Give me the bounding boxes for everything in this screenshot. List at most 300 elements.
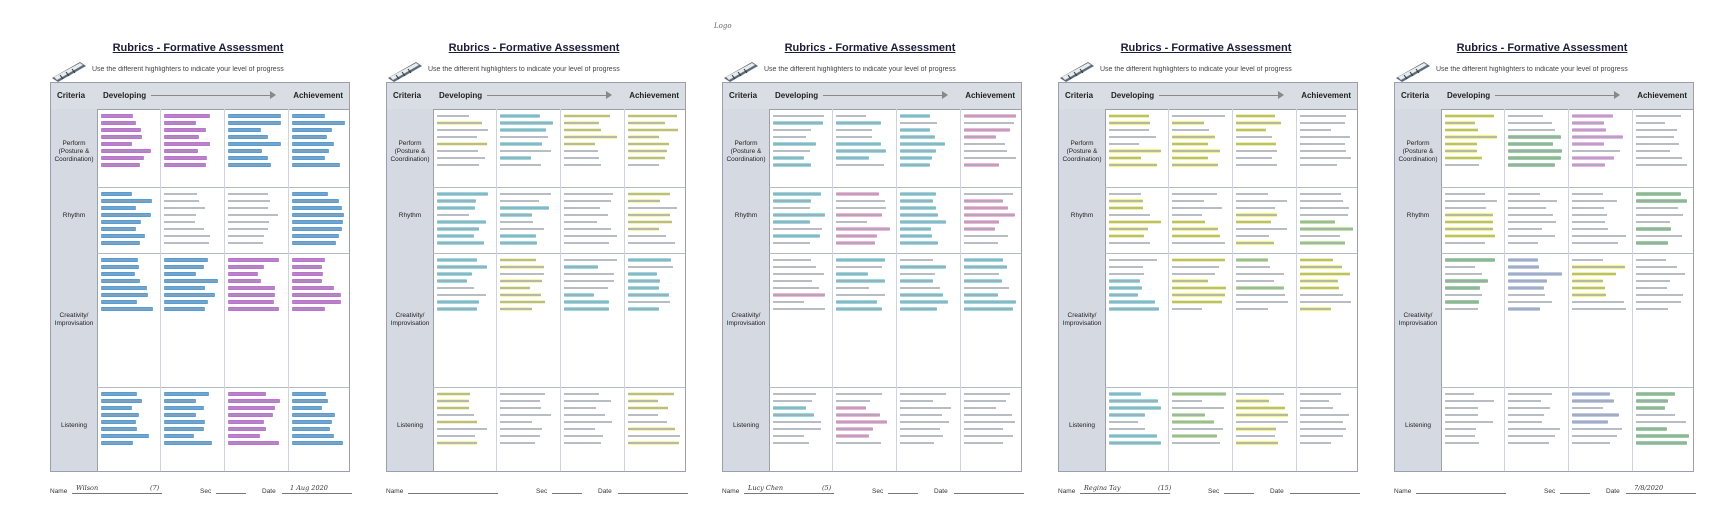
text-line	[437, 400, 469, 402]
text-line	[164, 150, 198, 152]
text-line	[564, 428, 595, 430]
text-line	[101, 407, 132, 409]
text-line	[628, 157, 665, 159]
text-line	[101, 207, 136, 209]
text-line	[500, 214, 532, 216]
text-line	[773, 259, 811, 261]
text-line	[628, 129, 678, 131]
row-divider	[769, 387, 1021, 388]
text-line	[1508, 150, 1562, 152]
text-line	[1445, 421, 1493, 423]
text-line	[1572, 129, 1606, 131]
text-line	[228, 200, 270, 202]
text-line	[964, 157, 1016, 159]
text-line	[500, 407, 541, 409]
text-line	[1572, 294, 1606, 296]
text-line	[1572, 442, 1610, 444]
text-line	[164, 308, 205, 310]
header-criteria: Criteria	[393, 91, 422, 100]
text-line	[1109, 301, 1155, 303]
text-line	[1300, 228, 1353, 230]
text-line	[1109, 207, 1143, 209]
text-line	[1445, 407, 1478, 409]
text-line	[1572, 308, 1626, 310]
text-line	[164, 393, 209, 395]
text-line	[900, 393, 946, 395]
table-header	[723, 83, 1021, 110]
text-line	[1636, 435, 1689, 437]
text-line	[1300, 294, 1343, 296]
text-line	[1300, 435, 1343, 437]
text-line	[1636, 414, 1675, 416]
text-line	[437, 242, 484, 244]
text-line	[1236, 115, 1275, 117]
text-line	[1109, 129, 1149, 131]
sheet-footer	[722, 484, 1022, 498]
text-line	[101, 287, 147, 289]
text-line	[228, 235, 264, 237]
text-line	[500, 308, 532, 310]
date-underline	[954, 493, 1024, 494]
text-line	[900, 207, 936, 209]
text-line	[101, 414, 139, 416]
text-line	[1172, 435, 1217, 437]
text-line	[900, 122, 937, 124]
header-developing: Developing	[1111, 91, 1155, 100]
text-line	[437, 193, 488, 195]
date-underline	[282, 493, 352, 494]
text-line	[1300, 221, 1335, 223]
text-line	[437, 308, 477, 310]
text-line	[773, 221, 810, 223]
text-line	[292, 287, 334, 289]
text-line	[1109, 193, 1141, 195]
text-line	[628, 442, 679, 444]
text-line	[964, 242, 998, 244]
text-line	[1445, 235, 1495, 237]
name-underline	[72, 493, 162, 494]
text-line	[1636, 273, 1685, 275]
text-line	[836, 129, 872, 131]
date-label: Date	[598, 488, 612, 495]
text-line	[1172, 266, 1219, 268]
text-line	[964, 400, 1006, 402]
text-line	[900, 164, 930, 166]
criteria-label: Creativity/ Improvisation	[390, 312, 430, 327]
text-line	[1445, 214, 1493, 216]
text-line	[500, 143, 542, 145]
text-line	[164, 122, 196, 124]
class-underline	[216, 493, 246, 494]
text-line	[1508, 407, 1550, 409]
text-line	[164, 214, 196, 216]
text-line	[1572, 164, 1605, 166]
text-line	[101, 428, 137, 430]
column-divider	[560, 109, 561, 471]
text-line	[500, 393, 545, 395]
text-line	[773, 200, 811, 202]
text-line	[1636, 136, 1674, 138]
text-line	[1636, 266, 1677, 268]
text-line	[964, 414, 1012, 416]
text-line	[228, 308, 279, 310]
rubric-sheet	[40, 14, 356, 508]
text-line	[437, 428, 487, 430]
criteria-label: Perform (Posture & Coordination)	[726, 140, 766, 163]
text-line	[1508, 235, 1555, 237]
progress-arrow-icon	[487, 95, 607, 96]
text-line	[836, 115, 866, 117]
text-line	[228, 400, 280, 402]
criteria-label: Listening	[1404, 422, 1432, 429]
text-line	[101, 129, 141, 131]
text-line	[101, 442, 133, 444]
rubric-sheet	[1384, 14, 1700, 508]
piano-logo-icon	[1058, 58, 1096, 84]
text-line	[964, 143, 1005, 145]
text-line	[228, 164, 271, 166]
text-line	[228, 193, 268, 195]
text-line	[1445, 157, 1482, 159]
text-line	[1508, 200, 1557, 202]
text-line	[1572, 280, 1603, 282]
text-line	[1172, 414, 1205, 416]
text-line	[773, 435, 804, 437]
text-line	[1300, 122, 1345, 124]
text-line	[1445, 207, 1486, 209]
text-line	[1109, 228, 1148, 230]
row-divider	[1441, 253, 1693, 254]
table-header	[1059, 83, 1357, 110]
text-line	[437, 393, 470, 395]
text-line	[500, 442, 535, 444]
row-divider	[1105, 187, 1357, 188]
text-line	[228, 214, 278, 216]
text-line	[1236, 228, 1287, 230]
criteria-label: Creativity/ Improvisation	[1398, 312, 1438, 327]
criteria-label: Creativity/ Improvisation	[1062, 312, 1102, 327]
text-line	[437, 266, 487, 268]
row-divider	[769, 253, 1021, 254]
text-line	[1572, 259, 1603, 261]
text-line	[500, 273, 544, 275]
column-divider	[832, 109, 833, 471]
column-divider	[1232, 109, 1233, 471]
text-line	[628, 400, 658, 402]
text-line	[1636, 393, 1675, 395]
text-line	[437, 414, 474, 416]
text-line	[836, 421, 887, 423]
text-line	[1445, 221, 1493, 223]
text-line	[101, 200, 152, 202]
text-line	[836, 193, 879, 195]
text-line	[1236, 266, 1270, 268]
text-line	[164, 266, 204, 268]
text-line	[1445, 435, 1475, 437]
progress-arrow-icon	[1495, 95, 1615, 96]
text-line	[500, 294, 541, 296]
text-line	[900, 273, 935, 275]
text-line	[437, 442, 477, 444]
text-line	[1636, 259, 1666, 261]
column-divider	[1632, 109, 1633, 471]
text-line	[1508, 136, 1561, 138]
text-line	[1109, 428, 1145, 430]
text-line	[1300, 164, 1337, 166]
text-line	[836, 287, 869, 289]
text-line	[900, 301, 948, 303]
text-line	[964, 150, 1007, 152]
date-value: 1 Aug 2020	[290, 484, 328, 492]
text-line	[836, 308, 882, 310]
name-label: Name	[1058, 488, 1076, 495]
text-line	[1636, 214, 1683, 216]
text-line	[1172, 294, 1225, 296]
text-line	[1508, 442, 1549, 444]
text-line	[1445, 393, 1474, 395]
criteria-label: Creativity/ Improvisation	[54, 312, 94, 327]
text-line	[564, 150, 598, 152]
text-line	[773, 214, 825, 216]
text-line	[1445, 200, 1497, 202]
text-line	[1300, 259, 1333, 261]
text-line	[1300, 207, 1349, 209]
text-line	[900, 407, 951, 409]
text-line	[1300, 266, 1342, 268]
column-divider	[1296, 109, 1297, 471]
text-line	[1109, 122, 1150, 124]
text-line	[964, 164, 999, 166]
text-line	[500, 435, 540, 437]
text-line	[1109, 273, 1144, 275]
rubric-sheet	[376, 14, 692, 508]
text-line	[1445, 150, 1477, 152]
criteria-label: Rhythm	[398, 212, 422, 219]
text-line	[900, 287, 940, 289]
table-header	[387, 83, 685, 110]
text-line	[437, 150, 478, 152]
text-line	[1636, 287, 1667, 289]
text-line	[101, 280, 140, 282]
text-line	[964, 228, 995, 230]
text-line	[292, 273, 323, 275]
text-line	[1300, 273, 1350, 275]
text-line	[773, 143, 816, 145]
text-line	[836, 301, 877, 303]
text-line	[1300, 280, 1338, 282]
text-line	[1636, 157, 1682, 159]
text-line	[164, 136, 199, 138]
text-line	[900, 280, 933, 282]
text-line	[836, 136, 872, 138]
rubric-table	[1394, 82, 1694, 472]
text-line	[1636, 207, 1678, 209]
text-line	[437, 435, 475, 437]
text-line	[1445, 115, 1494, 117]
text-line	[1236, 129, 1266, 131]
text-line	[964, 221, 999, 223]
text-line	[228, 393, 266, 395]
text-line	[1508, 400, 1541, 402]
text-line	[1572, 266, 1625, 268]
text-line	[1572, 221, 1605, 223]
text-line	[900, 214, 938, 216]
text-line	[773, 207, 810, 209]
text-line	[1109, 221, 1161, 223]
name-label: Name	[722, 488, 740, 495]
text-line	[1572, 435, 1617, 437]
text-line	[1636, 442, 1687, 444]
name-underline	[408, 493, 498, 494]
text-line	[836, 428, 873, 430]
text-line	[1445, 136, 1497, 138]
text-line	[292, 435, 334, 437]
text-line	[164, 407, 204, 409]
text-line	[964, 407, 996, 409]
text-line	[628, 393, 674, 395]
text-line	[1109, 143, 1139, 145]
text-line	[628, 259, 671, 261]
text-line	[437, 280, 467, 282]
text-line	[1172, 122, 1204, 124]
text-line	[773, 301, 804, 303]
text-line	[164, 164, 206, 166]
text-line	[228, 301, 274, 303]
text-line	[1300, 301, 1351, 303]
text-line	[1636, 407, 1665, 409]
text-line	[564, 301, 609, 303]
criteria-label: Listening	[1068, 422, 1096, 429]
text-line	[1508, 143, 1553, 145]
text-line	[1508, 421, 1542, 423]
column-divider	[1168, 109, 1169, 471]
criteria-label: Rhythm	[1070, 212, 1094, 219]
text-line	[964, 393, 1010, 395]
text-line	[1572, 136, 1623, 138]
text-line	[773, 308, 825, 310]
text-line	[292, 308, 325, 310]
text-line	[1445, 287, 1480, 289]
class-label: Sec	[536, 488, 548, 495]
date-underline	[618, 493, 688, 494]
text-line	[164, 273, 196, 275]
text-line	[437, 164, 479, 166]
text-line	[1236, 164, 1277, 166]
text-line	[1445, 301, 1479, 303]
text-line	[1636, 122, 1665, 124]
text-line	[628, 266, 673, 268]
text-line	[773, 235, 820, 237]
sheet-footer	[50, 484, 350, 498]
text-line	[773, 164, 811, 166]
text-line	[564, 414, 605, 416]
text-line	[1572, 400, 1614, 402]
text-line	[773, 150, 810, 152]
text-line	[564, 266, 598, 268]
text-line	[292, 214, 344, 216]
text-line	[1172, 136, 1215, 138]
text-line	[1236, 393, 1284, 395]
instruction-text: Use the different highlighters to indicate your level of progress	[428, 66, 620, 73]
piano-logo-icon	[722, 58, 760, 84]
text-line	[292, 200, 339, 202]
text-line	[964, 287, 1009, 289]
text-line	[1300, 308, 1331, 310]
text-line	[1300, 150, 1346, 152]
name-underline	[744, 493, 834, 494]
sheet-footer	[386, 484, 686, 498]
text-line	[836, 266, 882, 268]
piano-logo-icon	[1394, 58, 1432, 84]
class-label: Sec	[200, 488, 212, 495]
text-line	[564, 207, 600, 209]
text-line	[292, 421, 332, 423]
row-divider	[1441, 387, 1693, 388]
text-line	[628, 207, 677, 209]
text-line	[101, 308, 153, 310]
text-line	[1172, 242, 1225, 244]
text-line	[228, 259, 279, 261]
text-line	[564, 221, 597, 223]
text-line	[628, 294, 669, 296]
text-line	[564, 242, 609, 244]
text-line	[1172, 235, 1220, 237]
text-line	[1236, 259, 1268, 261]
text-line	[500, 157, 531, 159]
text-line	[1236, 136, 1272, 138]
text-line	[1572, 301, 1624, 303]
text-line	[292, 414, 335, 416]
criteria-label: Listening	[60, 422, 88, 429]
text-line	[1172, 150, 1220, 152]
progress-arrow-icon	[151, 95, 271, 96]
text-line	[164, 157, 207, 159]
rubric-sheet	[1048, 14, 1364, 508]
text-line	[1172, 407, 1224, 409]
text-line	[228, 428, 266, 430]
text-line	[292, 393, 326, 395]
text-line	[564, 122, 599, 124]
text-line	[900, 442, 934, 444]
text-line	[773, 228, 822, 230]
text-line	[1445, 308, 1478, 310]
text-line	[164, 287, 205, 289]
text-line	[228, 273, 258, 275]
text-line	[500, 266, 544, 268]
text-line	[564, 164, 601, 166]
instruction-text: Use the different highlighters to indicate your level of progress	[1100, 66, 1292, 73]
text-line	[773, 157, 804, 159]
text-line	[500, 301, 545, 303]
text-line	[500, 200, 539, 202]
text-line	[773, 428, 821, 430]
text-line	[1445, 428, 1476, 430]
class-underline	[1224, 493, 1254, 494]
text-line	[1445, 400, 1494, 402]
text-line	[900, 150, 936, 152]
text-line	[1236, 193, 1268, 195]
name-value: Wilson	[76, 484, 99, 492]
text-line	[1508, 122, 1552, 124]
text-line	[564, 129, 601, 131]
text-line	[1172, 228, 1218, 230]
text-line	[228, 442, 279, 444]
text-line	[500, 122, 553, 124]
text-line	[1572, 200, 1617, 202]
text-line	[500, 235, 536, 237]
text-line	[1109, 393, 1141, 395]
text-line	[101, 301, 137, 303]
